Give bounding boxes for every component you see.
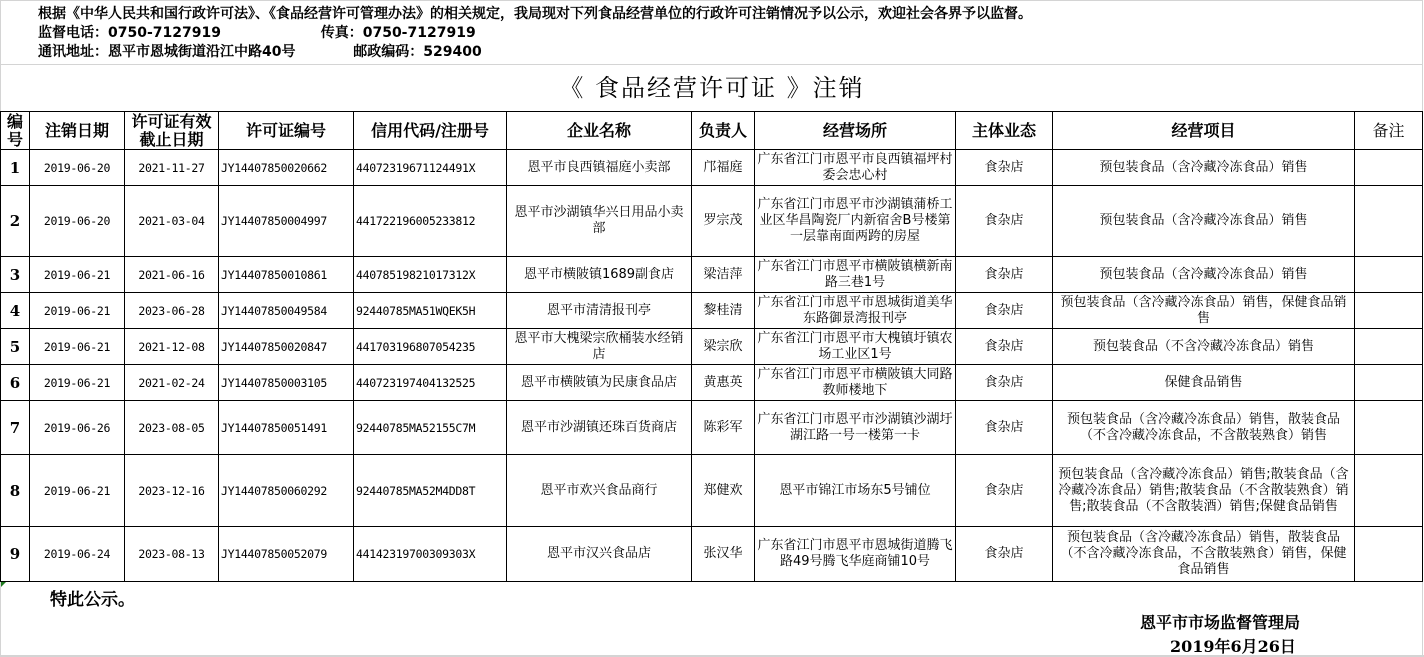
cell-business-type: 食杂店	[956, 365, 1053, 401]
cell-person: 梁宗欣	[692, 329, 755, 365]
cell-license-no: JY14407850020847	[219, 329, 354, 365]
cell-license-no: JY14407850052079	[219, 527, 354, 582]
cell-license-no: JY14407850004997	[219, 186, 354, 257]
cell-comment-marker	[1, 582, 6, 587]
cell-company: 恩平市大槐梁宗欣桶装水经销店	[507, 329, 692, 365]
cell-cancel-date: 2019-06-21	[30, 293, 125, 329]
header-license-no: 许可证编号	[219, 112, 354, 150]
cell-person: 梁洁萍	[692, 257, 755, 293]
table-row	[1, 150, 1423, 186]
cell-no: 4	[1, 293, 30, 329]
cell-scope: 预包装食品（含冷藏冷冻食品）销售	[1053, 257, 1355, 293]
table-row	[1, 401, 1423, 455]
cell-company: 恩平市良西镇福庭小卖部	[507, 150, 692, 186]
cell-no: 6	[1, 365, 30, 401]
cell-credit-code: 44078519821017312X	[354, 257, 507, 293]
cell-credit-code: 44142319700309303X	[354, 527, 507, 582]
cell-remarks	[1355, 329, 1423, 365]
mailing-address: 通讯地址：恩平市恩城街道沿江中路40号	[38, 44, 296, 60]
contact-line	[38, 24, 476, 42]
cell-scope: 保健食品销售	[1053, 365, 1355, 401]
cell-premises: 广东省江门市恩平市大槐镇圩镇农场工业区1号	[755, 329, 956, 365]
table-row	[1, 527, 1423, 582]
cell-expiry-date: 2021-11-27	[125, 150, 219, 186]
cell-no: 7	[1, 401, 30, 455]
cell-credit-code: 441703196807054235	[354, 329, 507, 365]
table-row	[1, 329, 1423, 365]
header-credit-code: 信用代码/注册号	[354, 112, 507, 150]
table-header-row	[1, 112, 1423, 150]
cell-expiry-date: 2021-12-08	[125, 329, 219, 365]
cell-premises: 广东省江门市恩平市沙湖镇蒲桥工业区华昌陶瓷厂内新宿舍B号楼第一层靠南面两跨的房屋	[755, 186, 956, 257]
cell-cancel-date: 2019-06-21	[30, 365, 125, 401]
cell-cancel-date: 2019-06-26	[30, 401, 125, 455]
cell-license-no: JY14407850003105	[219, 365, 354, 401]
issue-date: 2019年6月26日	[1170, 637, 1296, 656]
license-cancellation-table	[0, 111, 1423, 582]
cell-remarks	[1355, 365, 1423, 401]
cell-company: 恩平市沙湖镇华兴日用品小卖部	[507, 186, 692, 257]
cell-business-type: 食杂店	[956, 527, 1053, 582]
fax-number: 传真：0750-7127919	[320, 25, 476, 41]
cell-premises: 广东省江门市恩平市良西镇福坪村委会忠心村	[755, 150, 956, 186]
announcement-note: 特此公示。	[50, 590, 135, 610]
header-remarks: 备注	[1355, 112, 1423, 150]
cell-credit-code: 92440785MA52155C7M	[354, 401, 507, 455]
cell-cancel-date: 2019-06-24	[30, 527, 125, 582]
cell-no: 9	[1, 527, 30, 582]
header-person: 负责人	[692, 112, 755, 150]
cell-scope: 预包装食品（含冷藏冷冻食品）销售	[1053, 150, 1355, 186]
cell-business-type: 食杂店	[956, 293, 1053, 329]
cell-credit-code: 92440785MA51WQEK5H	[354, 293, 507, 329]
header-cancel-date: 注销日期	[30, 112, 125, 150]
cell-license-no: JY14407850010861	[219, 257, 354, 293]
cell-license-no: JY14407850060292	[219, 455, 354, 527]
cell-credit-code: 440723197404132525	[354, 365, 507, 401]
issuing-agency: 恩平市市场监督管理局	[1140, 613, 1301, 632]
header-scope: 经营项目	[1053, 112, 1355, 150]
cell-license-no: JY14407850020662	[219, 150, 354, 186]
cell-remarks	[1355, 293, 1423, 329]
cell-remarks	[1355, 401, 1423, 455]
cell-credit-code: 92440785MA52M4DD8T	[354, 455, 507, 527]
cell-business-type: 食杂店	[956, 329, 1053, 365]
cell-no: 1	[1, 150, 30, 186]
table-row	[1, 293, 1423, 329]
table-row	[1, 257, 1423, 293]
cell-license-no: JY14407850051491	[219, 401, 354, 455]
cell-scope: 预包装食品（含冷藏冷冻食品）销售，散装食品（不含冷藏冷冻食品，不含散装熟食）销售，保健食品销售	[1053, 527, 1355, 582]
cell-credit-code: 44072319671124491X	[354, 150, 507, 186]
cell-scope: 预包装食品（含冷藏冷冻食品）销售	[1053, 186, 1355, 257]
cell-cancel-date: 2019-06-20	[30, 150, 125, 186]
sheet-top-border	[0, 0, 1422, 1]
table-row	[1, 455, 1423, 527]
cell-person: 黎桂清	[692, 293, 755, 329]
address-line	[38, 43, 482, 61]
cell-premises: 广东省江门市恩平市恩城街道美华东路御景湾报刊亭	[755, 293, 956, 329]
page-title: 《 食品经营许可证 》注销	[559, 74, 865, 102]
supervision-phone: 监督电话：0750-7127919	[38, 25, 221, 41]
cell-company: 恩平市欢兴食品商行	[507, 455, 692, 527]
cell-cancel-date: 2019-06-21	[30, 455, 125, 527]
cell-scope: 预包装食品（含冷藏冷冻食品）销售，散装食品（不含冷藏冷冻食品，不含散装熟食）销售	[1053, 401, 1355, 455]
cell-person: 黄惠英	[692, 365, 755, 401]
cell-company: 恩平市横陂镇为民康食品店	[507, 365, 692, 401]
table-row	[1, 186, 1423, 257]
cell-no: 2	[1, 186, 30, 257]
cell-expiry-date: 2023-06-28	[125, 293, 219, 329]
cell-expiry-date: 2023-08-05	[125, 401, 219, 455]
cell-person: 罗宗茂	[692, 186, 755, 257]
cell-scope: 预包装食品（不含冷藏冷冻食品）销售	[1053, 329, 1355, 365]
cell-person: 邝福庭	[692, 150, 755, 186]
cell-cancel-date: 2019-06-20	[30, 186, 125, 257]
cell-no: 8	[1, 455, 30, 527]
cell-business-type: 食杂店	[956, 150, 1053, 186]
cell-premises: 广东省江门市恩平市恩城街道腾飞路49号腾飞华庭商铺10号	[755, 527, 956, 582]
cell-expiry-date: 2023-08-13	[125, 527, 219, 582]
cell-no: 5	[1, 329, 30, 365]
cell-company: 恩平市汉兴食品店	[507, 527, 692, 582]
cell-scope: 预包装食品（含冷藏冷冻食品）销售，保健食品销售	[1053, 293, 1355, 329]
cell-credit-code: 441722196005233812	[354, 186, 507, 257]
cell-remarks	[1355, 527, 1423, 582]
table-row	[1, 365, 1423, 401]
cell-premises: 广东省江门市恩平市横陂镇大同路教师楼地下	[755, 365, 956, 401]
cell-business-type: 食杂店	[956, 257, 1053, 293]
cell-expiry-date: 2023-12-16	[125, 455, 219, 527]
cell-expiry-date: 2021-02-24	[125, 365, 219, 401]
cell-license-no: JY14407850049584	[219, 293, 354, 329]
cell-premises: 广东省江门市恩平市横陂镇横新南路三巷1号	[755, 257, 956, 293]
cell-company: 恩平市沙湖镇还珠百货商店	[507, 401, 692, 455]
cell-scope: 预包装食品（含冷藏冷冻食品）销售;散装食品（含冷藏冷冻食品）销售;散装食品（不含散装熟食）销售;散装食品（不含散装酒）销售;保健食品销售	[1053, 455, 1355, 527]
cell-remarks	[1355, 257, 1423, 293]
header-business-type: 主体业态	[956, 112, 1053, 150]
cell-premises: 恩平市锦江市场东5号铺位	[755, 455, 956, 527]
header-no: 编号	[1, 112, 30, 150]
cell-company: 恩平市横陂镇1689副食店	[507, 257, 692, 293]
cell-cancel-date: 2019-06-21	[30, 257, 125, 293]
cell-business-type: 食杂店	[956, 455, 1053, 527]
cell-business-type: 食杂店	[956, 186, 1053, 257]
cell-person: 陈彩军	[692, 401, 755, 455]
cell-expiry-date: 2021-03-04	[125, 186, 219, 257]
cell-expiry-date: 2021-06-16	[125, 257, 219, 293]
intro-statement: 根据《中华人民共和国行政许可法》、《食品经营许可管理办法》的相关规定，我局现对下列食品经营单位的行政许可注销情况予以公示，欢迎社会各界予以监督。	[38, 6, 1032, 22]
cell-company: 恩平市清清报刊亭	[507, 293, 692, 329]
cell-person: 郑健欢	[692, 455, 755, 527]
gridline	[0, 64, 1422, 65]
cell-business-type: 食杂店	[956, 401, 1053, 455]
header-expiry-date: 许可证有效截止日期	[125, 112, 219, 150]
cell-remarks	[1355, 150, 1423, 186]
cell-remarks	[1355, 186, 1423, 257]
header-company: 企业名称	[507, 112, 692, 150]
cell-person: 张汉华	[692, 527, 755, 582]
postal-code: 邮政编码：529400	[353, 44, 482, 60]
cell-no: 3	[1, 257, 30, 293]
cell-cancel-date: 2019-06-21	[30, 329, 125, 365]
cell-premises: 广东省江门市恩平市沙湖镇沙湖圩湖江路一号一楼第一卡	[755, 401, 956, 455]
cell-remarks	[1355, 455, 1423, 527]
header-premises: 经营场所	[755, 112, 956, 150]
